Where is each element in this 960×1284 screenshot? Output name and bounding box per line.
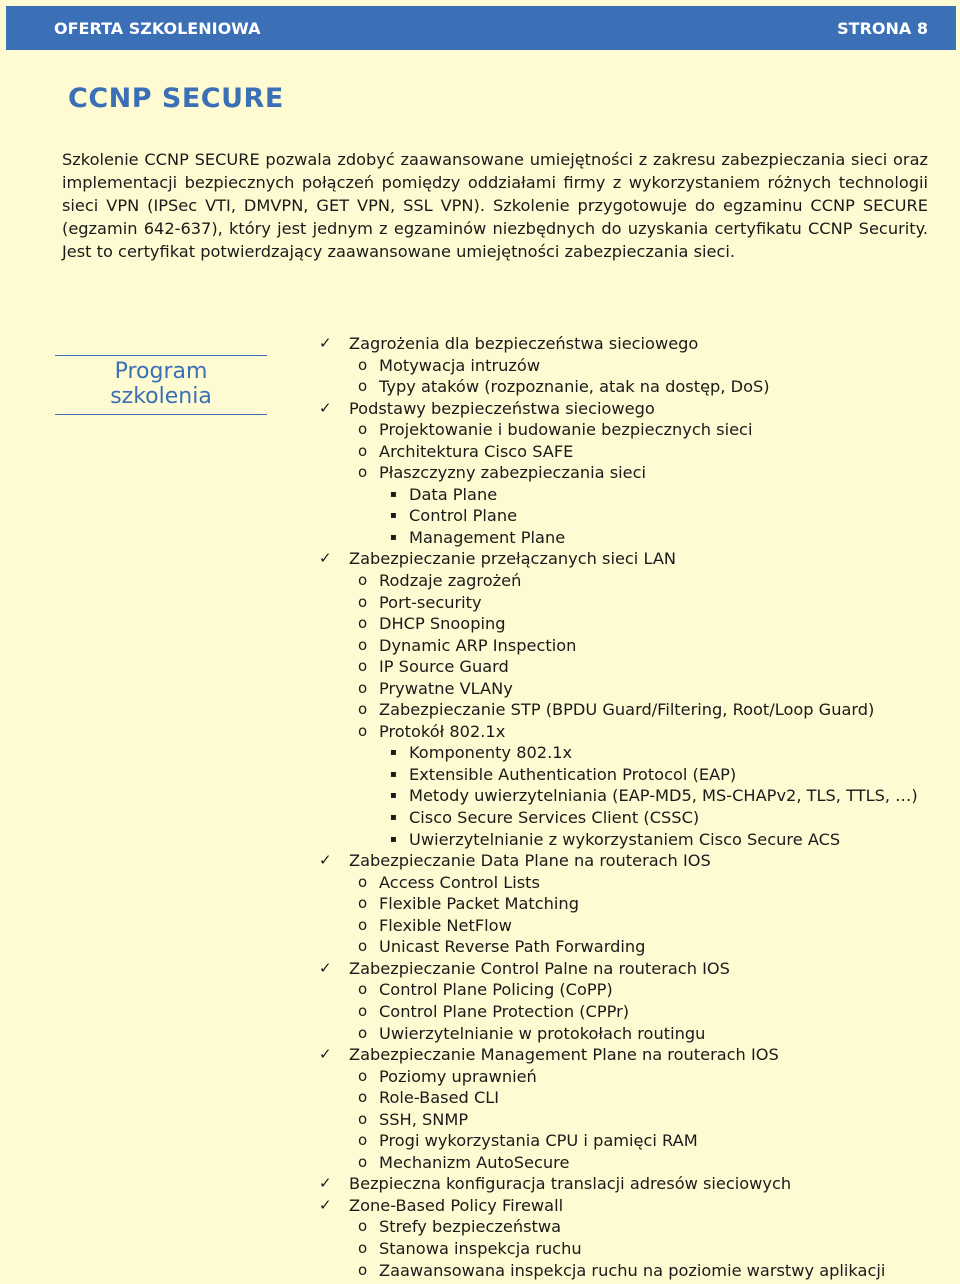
circle-bullet-icon: o bbox=[358, 894, 368, 913]
syllabus-subtopic bbox=[318, 570, 948, 592]
circle-bullet-icon: o bbox=[358, 721, 368, 740]
square-bullet-icon: ▪ bbox=[390, 768, 397, 780]
circle-bullet-icon: o bbox=[358, 1152, 368, 1171]
program-label-line2: szkolenia bbox=[110, 384, 212, 409]
syllabus-topic bbox=[318, 398, 948, 420]
syllabus-item-text: Access Control Lists bbox=[379, 872, 540, 892]
syllabus-item-text: Bezpieczna konfiguracja translacji adresów sieciowych bbox=[349, 1174, 792, 1194]
circle-bullet-icon: o bbox=[358, 980, 368, 999]
syllabus-item-text: Zone-Based Policy Firewall bbox=[349, 1195, 564, 1215]
syllabus-item-text: Cisco Secure Services Client (CSSC) bbox=[409, 808, 700, 828]
syllabus-item-text: Unicast Reverse Path Forwarding bbox=[379, 937, 646, 957]
syllabus-subtopic bbox=[318, 979, 948, 1001]
syllabus-topic bbox=[318, 548, 948, 570]
syllabus-item-text: Extensible Authentication Protocol (EAP) bbox=[409, 764, 737, 784]
syllabus-subtopic bbox=[318, 1130, 948, 1152]
program-label-line1: Program bbox=[114, 359, 208, 384]
syllabus-item-text: Management Plane bbox=[409, 527, 566, 547]
syllabus-subtopic bbox=[318, 376, 948, 398]
page-header bbox=[6, 6, 956, 50]
syllabus-topic bbox=[318, 1195, 948, 1217]
syllabus-item-text: Poziomy uprawnień bbox=[379, 1066, 537, 1086]
syllabus-item-text: Zabezpieczanie STP (BPDU Guard/Filtering, Root/Loop Guard) bbox=[379, 700, 875, 720]
circle-bullet-icon: o bbox=[358, 1023, 368, 1042]
syllabus-item-text: Zaawansowana inspekcja ruchu na poziomie warstwy aplikacji bbox=[379, 1260, 886, 1280]
syllabus-subtopic bbox=[318, 355, 948, 377]
square-bullet-icon: ▪ bbox=[390, 833, 397, 845]
syllabus-item-text: Projektowanie i budowanie bezpiecznych sieci bbox=[379, 420, 753, 440]
syllabus-item-text: Protokół 802.1x bbox=[379, 721, 506, 741]
circle-bullet-icon: o bbox=[358, 571, 368, 590]
circle-bullet-icon: o bbox=[358, 420, 368, 439]
circle-bullet-icon: o bbox=[358, 614, 368, 633]
syllabus-topic bbox=[318, 1044, 948, 1066]
syllabus-subtopic bbox=[318, 419, 948, 441]
syllabus-subtopic bbox=[318, 656, 948, 678]
circle-bullet-icon: o bbox=[358, 1260, 368, 1279]
syllabus-subtopic bbox=[318, 1087, 948, 1109]
syllabus-item-text: Prywatne VLANy bbox=[379, 678, 513, 698]
circle-bullet-icon: o bbox=[358, 592, 368, 611]
circle-bullet-icon: o bbox=[358, 1066, 368, 1085]
syllabus-item-text: Metody uwierzytelniania (EAP-MD5, MS-CHAPv2, TLS, TTLS, …) bbox=[409, 786, 918, 806]
syllabus-subtopic bbox=[318, 1109, 948, 1131]
syllabus-detail bbox=[318, 742, 948, 764]
syllabus-detail bbox=[318, 484, 948, 506]
circle-bullet-icon: o bbox=[358, 657, 368, 676]
syllabus-subtopic bbox=[318, 462, 948, 484]
syllabus-item-text: Data Plane bbox=[409, 484, 498, 504]
syllabus-detail bbox=[318, 764, 948, 786]
syllabus-item-text: SSH, SNMP bbox=[379, 1109, 469, 1129]
circle-bullet-icon: o bbox=[358, 1131, 368, 1150]
square-bullet-icon: ▪ bbox=[390, 531, 397, 543]
syllabus-item-text: DHCP Snooping bbox=[379, 614, 506, 634]
syllabus-item-text: Strefy bezpieczeństwa bbox=[379, 1217, 562, 1237]
syllabus-item-text: Port-security bbox=[379, 592, 482, 612]
syllabus-subtopic bbox=[318, 1260, 948, 1282]
check-icon: ✓ bbox=[319, 1174, 332, 1193]
circle-bullet-icon: o bbox=[358, 1109, 368, 1128]
syllabus-item-text: Progi wykorzystania CPU i pamięci RAM bbox=[379, 1131, 698, 1151]
syllabus-topic bbox=[318, 1173, 948, 1195]
syllabus-item-text: Typy ataków (rozpoznanie, atak na dostęp, DoS) bbox=[379, 377, 770, 397]
syllabus-detail bbox=[318, 505, 948, 527]
syllabus-item-text: Podstawy bezpieczeństwa sieciowego bbox=[349, 398, 655, 418]
syllabus-subtopic bbox=[318, 1216, 948, 1238]
circle-bullet-icon: o bbox=[358, 872, 368, 891]
syllabus-detail bbox=[318, 829, 948, 851]
syllabus-item-text: IP Source Guard bbox=[379, 657, 509, 677]
syllabus-subtopic bbox=[318, 613, 948, 635]
syllabus-item-text: Dynamic ARP Inspection bbox=[379, 635, 577, 655]
syllabus-subtopic bbox=[318, 1066, 948, 1088]
circle-bullet-icon: o bbox=[358, 915, 368, 934]
page-title: CCNP SECURE bbox=[68, 83, 284, 114]
syllabus-item-text: Motywacja intruzów bbox=[379, 355, 541, 375]
syllabus-item-text: Zabezpieczanie Data Plane na routerach IOS bbox=[349, 851, 711, 871]
circle-bullet-icon: o bbox=[358, 377, 368, 396]
circle-bullet-icon: o bbox=[358, 1001, 368, 1020]
circle-bullet-icon: o bbox=[358, 355, 368, 374]
syllabus-detail bbox=[318, 807, 948, 829]
syllabus-item-text: Stanowa inspekcja ruchu bbox=[379, 1238, 582, 1258]
syllabus-item-text: Rodzaje zagrożeń bbox=[379, 571, 522, 591]
syllabus-item-text: Control Plane Protection (CPPr) bbox=[379, 1001, 630, 1021]
syllabus-subtopic bbox=[318, 893, 948, 915]
syllabus-item-text: Zabezpieczanie Management Plane na routerach IOS bbox=[349, 1045, 779, 1065]
syllabus-item-text: Flexible NetFlow bbox=[379, 915, 512, 935]
circle-bullet-icon: o bbox=[358, 1088, 368, 1107]
syllabus-item-text: Flexible Packet Matching bbox=[379, 894, 579, 914]
syllabus-topic bbox=[318, 333, 948, 355]
header-section-title: OFERTA SZKOLENIOWA bbox=[54, 18, 261, 38]
syllabus-item-text: Mechanizm AutoSecure bbox=[379, 1152, 570, 1172]
syllabus-subtopic bbox=[318, 441, 948, 463]
syllabus-item-text: Control Plane bbox=[409, 506, 518, 526]
syllabus-item-text: Zabezpieczanie przełączanych sieci LAN bbox=[349, 549, 677, 569]
circle-bullet-icon: o bbox=[358, 678, 368, 697]
check-icon: ✓ bbox=[319, 1195, 332, 1214]
check-icon: ✓ bbox=[319, 549, 332, 568]
syllabus-subtopic bbox=[318, 872, 948, 894]
square-bullet-icon: ▪ bbox=[390, 747, 397, 759]
program-label bbox=[55, 355, 267, 415]
circle-bullet-icon: o bbox=[358, 463, 368, 482]
syllabus-list bbox=[318, 333, 948, 1281]
syllabus-item-text: Komponenty 802.1x bbox=[409, 743, 573, 763]
check-icon: ✓ bbox=[319, 398, 332, 417]
circle-bullet-icon: o bbox=[358, 1238, 368, 1257]
syllabus-subtopic bbox=[318, 1023, 948, 1045]
syllabus-subtopic bbox=[318, 721, 948, 743]
syllabus-subtopic bbox=[318, 635, 948, 657]
syllabus-item-text: Zabezpieczanie Control Palne na routerach IOS bbox=[349, 958, 730, 978]
syllabus-subtopic bbox=[318, 1238, 948, 1260]
syllabus-subtopic bbox=[318, 915, 948, 937]
syllabus-topic bbox=[318, 850, 948, 872]
syllabus-subtopic bbox=[318, 1152, 948, 1174]
syllabus-detail bbox=[318, 527, 948, 549]
syllabus-topic bbox=[318, 958, 948, 980]
circle-bullet-icon: o bbox=[358, 441, 368, 460]
square-bullet-icon: ▪ bbox=[390, 488, 397, 500]
syllabus-subtopic bbox=[318, 699, 948, 721]
circle-bullet-icon: o bbox=[358, 635, 368, 654]
circle-bullet-icon: o bbox=[358, 1217, 368, 1236]
syllabus-item-text: Zagrożenia dla bezpieczeństwa sieciowego bbox=[349, 334, 699, 353]
circle-bullet-icon: o bbox=[358, 700, 368, 719]
check-icon: ✓ bbox=[319, 958, 332, 977]
circle-bullet-icon: o bbox=[358, 937, 368, 956]
syllabus-subtopic bbox=[318, 592, 948, 614]
syllabus-subtopic bbox=[318, 936, 948, 958]
syllabus-item-text: Płaszczyzny zabezpieczania sieci bbox=[379, 463, 646, 483]
check-icon: ✓ bbox=[319, 1045, 332, 1064]
syllabus-item-text: Architektura Cisco SAFE bbox=[379, 441, 574, 461]
syllabus-detail bbox=[318, 785, 948, 807]
header-page-number: STRONA 8 bbox=[837, 18, 928, 38]
syllabus-item-text: Control Plane Policing (CoPP) bbox=[379, 980, 613, 1000]
intro-paragraph: Szkolenie CCNP SECURE pozwala zdobyć zaawansowane umiejętności z zakresu zabezpieczania sieci oraz implementacji bezpiecznych połączeń pomiędzy oddziałami firmy z wykorzystaniem różnych technologii sieci VPN (IPSec VTI, DMVPN, GET VPN, SSL VPN). Szkolenie przygotowuje do egzaminu CCNP SECURE (egzamin 642-637), który jest jednym z egzaminów niezbędnych do uzyskania certyfikatu CCNP Security. Jest to certyfikat potwierdzający zaawansowane umiejętności zabezpieczania sieci. bbox=[62, 150, 928, 261]
syllabus-item-text: Uwierzytelnianie z wykorzystaniem Cisco Secure ACS bbox=[409, 829, 841, 849]
square-bullet-icon: ▪ bbox=[390, 790, 397, 802]
syllabus-subtopic bbox=[318, 678, 948, 700]
syllabus-subtopic bbox=[318, 1001, 948, 1023]
syllabus-item-text: Uwierzytelnianie w protokołach routingu bbox=[379, 1023, 706, 1043]
check-icon: ✓ bbox=[319, 851, 332, 870]
syllabus-item-text: Role-Based CLI bbox=[379, 1088, 500, 1108]
square-bullet-icon: ▪ bbox=[390, 812, 397, 824]
check-icon: ✓ bbox=[319, 334, 332, 352]
square-bullet-icon: ▪ bbox=[390, 510, 397, 522]
